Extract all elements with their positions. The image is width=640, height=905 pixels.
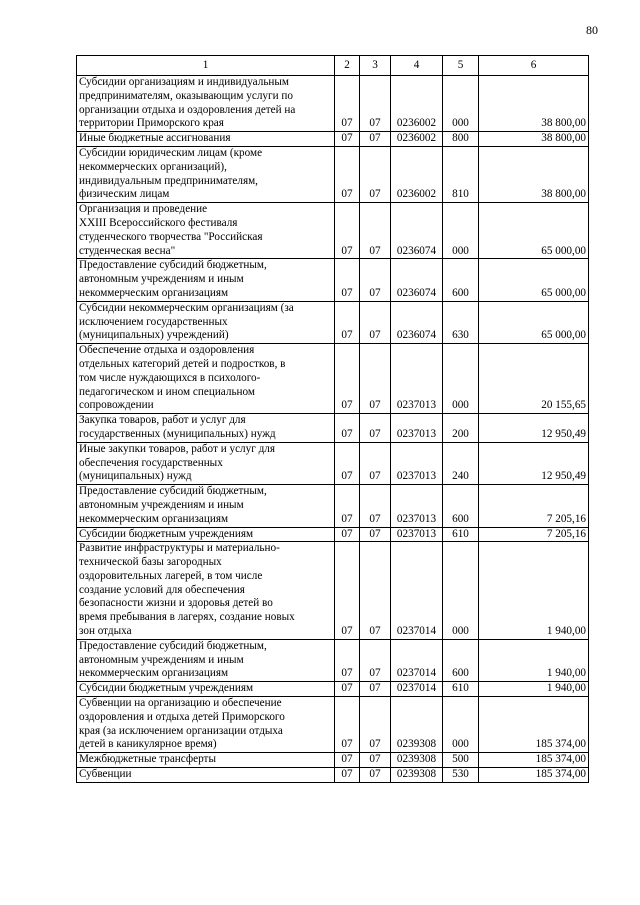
expense-type-cell: 000 <box>443 203 479 259</box>
description-line: Субсидии организациям и индивидуальным <box>79 76 290 88</box>
expense-type-cell: 600 <box>443 259 479 301</box>
description-line: некоммерческих организаций), <box>79 160 227 173</box>
amount-cell: 20 155,65 <box>479 344 589 414</box>
description-line: физическим лицам <box>79 188 170 201</box>
table-row <box>77 414 589 443</box>
table-row <box>77 203 589 259</box>
section-code-cell: 07 <box>335 132 360 147</box>
budget-table <box>76 55 589 783</box>
target-article-cell: 0237013 <box>391 527 443 542</box>
expense-type-cell: 800 <box>443 132 479 147</box>
amount-cell: 65 000,00 <box>479 301 589 343</box>
description-line: территории Приморского края <box>79 117 224 130</box>
table-row <box>77 527 589 542</box>
table-row <box>77 301 589 343</box>
expense-type-cell: 000 <box>443 697 479 753</box>
subsection-code-cell: 07 <box>360 132 391 147</box>
description-line: детей в каникулярное время) <box>79 738 217 751</box>
target-article-cell: 0239308 <box>391 768 443 783</box>
description-line: организации отдыха и оздоровления детей на <box>79 103 296 116</box>
header-cell-4: 4 <box>391 56 443 76</box>
description-cell <box>77 753 335 768</box>
description-line: автономным учреждениям и иным <box>79 653 244 666</box>
table-row <box>77 682 589 697</box>
description-line: Обеспечение отдыха и оздоровления <box>79 344 255 357</box>
description-line: Субвенции на организацию и обеспечение <box>79 697 282 710</box>
expense-type-cell: 810 <box>443 146 479 202</box>
description-line: (муниципальных) нужд <box>79 470 192 483</box>
description-line: Закупка товаров, работ и услуг для <box>79 414 246 427</box>
section-code-cell: 07 <box>335 76 360 132</box>
target-article-cell: 0237014 <box>391 682 443 697</box>
section-code-cell: 07 <box>335 542 360 640</box>
table-row <box>77 639 589 681</box>
description-line: Развитие инфраструктуры и материально- <box>79 542 280 555</box>
description-cell <box>77 485 335 527</box>
description-line: автономным учреждениям и иным <box>79 498 244 511</box>
description-line: Межбюджетные трансферты <box>79 753 216 766</box>
target-article-cell: 0236074 <box>391 301 443 343</box>
amount-cell: 7 205,16 <box>479 527 589 542</box>
description-line: Субсидии бюджетным учреждениям <box>79 682 254 695</box>
amount-cell: 185 374,00 <box>479 753 589 768</box>
target-article-cell: 0236002 <box>391 146 443 202</box>
table-row <box>77 485 589 527</box>
section-code-cell: 07 <box>335 203 360 259</box>
subsection-code-cell: 07 <box>360 768 391 783</box>
description-line: Предоставление субсидий бюджетным, <box>79 259 267 272</box>
target-article-cell: 0236002 <box>391 132 443 147</box>
description-line: Предоставление субсидий бюджетным, <box>79 639 267 652</box>
description-line: исключением государственных <box>79 315 228 328</box>
target-article-cell: 0237013 <box>391 485 443 527</box>
description-line: предпринимателям, оказывающим услуги по <box>79 89 293 102</box>
amount-cell: 7 205,16 <box>479 485 589 527</box>
section-code-cell: 07 <box>335 768 360 783</box>
section-code-cell: 07 <box>335 697 360 753</box>
description-line: края (за исключением организации отдыха <box>79 724 283 737</box>
subsection-code-cell: 07 <box>360 639 391 681</box>
amount-cell: 1 940,00 <box>479 682 589 697</box>
description-cell <box>77 146 335 202</box>
description-line: зон отдыха <box>79 625 132 638</box>
description-line: обеспечения государственных <box>79 456 223 469</box>
amount-cell: 65 000,00 <box>479 259 589 301</box>
header-row <box>77 56 589 76</box>
description-cell <box>77 301 335 343</box>
table-row <box>77 344 589 414</box>
subsection-code-cell: 07 <box>360 527 391 542</box>
section-code-cell: 07 <box>335 753 360 768</box>
table-row <box>77 753 589 768</box>
amount-cell: 65 000,00 <box>479 203 589 259</box>
header-cell-2: 2 <box>335 56 360 76</box>
subsection-code-cell: 07 <box>360 414 391 443</box>
subsection-code-cell: 07 <box>360 682 391 697</box>
expense-type-cell: 000 <box>443 76 479 132</box>
subsection-code-cell: 07 <box>360 301 391 343</box>
subsection-code-cell: 07 <box>360 753 391 768</box>
description-cell <box>77 414 335 443</box>
subsection-code-cell: 07 <box>360 442 391 484</box>
description-line: том числе нуждающихся в психолого- <box>79 371 261 384</box>
description-line: оздоровительных лагерей, в том числе <box>79 569 263 582</box>
table-row <box>77 146 589 202</box>
description-line: Организация и проведение <box>79 203 208 216</box>
subsection-code-cell: 07 <box>360 259 391 301</box>
subsection-code-cell: 07 <box>360 344 391 414</box>
description-line: оздоровления и отдыха детей Приморского <box>79 710 285 723</box>
expense-type-cell: 240 <box>443 442 479 484</box>
table-row <box>77 442 589 484</box>
header-cell-6: 6 <box>479 56 589 76</box>
section-code-cell: 07 <box>335 682 360 697</box>
description-cell <box>77 259 335 301</box>
section-code-cell: 07 <box>335 485 360 527</box>
amount-cell: 185 374,00 <box>479 768 589 783</box>
description-line: индивидуальным предпринимателям, <box>79 174 258 187</box>
description-line: технической базы загородных <box>79 556 222 569</box>
description-line: Предоставление субсидий бюджетным, <box>79 485 267 498</box>
description-line: некоммерческим организациям <box>79 512 229 525</box>
section-code-cell: 07 <box>335 414 360 443</box>
section-code-cell: 07 <box>335 301 360 343</box>
description-line: студенческая весна" <box>79 244 176 257</box>
expense-type-cell: 500 <box>443 753 479 768</box>
section-code-cell: 07 <box>335 344 360 414</box>
expense-type-cell: 530 <box>443 768 479 783</box>
table-row <box>77 768 589 783</box>
header-cell-5: 5 <box>443 56 479 76</box>
expense-type-cell: 600 <box>443 485 479 527</box>
description-line: автономным учреждениям и иным <box>79 273 244 286</box>
expense-type-cell: 000 <box>443 344 479 414</box>
header-cell-1: 1 <box>77 56 335 76</box>
section-code-cell: 07 <box>335 146 360 202</box>
table-row <box>77 259 589 301</box>
description-line: Иные закупки товаров, работ и услуг для <box>79 442 276 455</box>
expense-type-cell: 600 <box>443 639 479 681</box>
description-line: Субсидии бюджетным учреждениям <box>79 527 254 540</box>
description-line: XXIII Всероссийского фестиваля <box>79 216 238 229</box>
subsection-code-cell: 07 <box>360 146 391 202</box>
section-code-cell: 07 <box>335 442 360 484</box>
amount-cell: 38 800,00 <box>479 146 589 202</box>
description-cell <box>77 442 335 484</box>
amount-cell: 38 800,00 <box>479 132 589 147</box>
target-article-cell: 0236074 <box>391 203 443 259</box>
page-number: 80 <box>586 23 598 37</box>
table-body <box>77 56 589 783</box>
description-line: время пребывания в лагерях, создание новых <box>79 611 295 624</box>
description-line: безопасности жизни и здоровья детей во <box>79 597 273 610</box>
description-cell <box>77 527 335 542</box>
description-cell <box>77 132 335 147</box>
table-row <box>77 697 589 753</box>
description-line: Субсидии юридическим лицам (кроме <box>79 146 263 159</box>
description-line: (муниципальных) учреждений) <box>79 329 229 342</box>
expense-type-cell: 200 <box>443 414 479 443</box>
amount-cell: 1 940,00 <box>479 542 589 640</box>
description-cell <box>77 768 335 783</box>
amount-cell: 38 800,00 <box>479 76 589 132</box>
description-line: некоммерческим организациям <box>79 286 229 299</box>
target-article-cell: 0237013 <box>391 344 443 414</box>
description-line: отдельных категорий детей и подростков, в <box>79 357 286 370</box>
description-cell <box>77 542 335 640</box>
expense-type-cell: 610 <box>443 527 479 542</box>
target-article-cell: 0237013 <box>391 414 443 443</box>
description-cell <box>77 697 335 753</box>
expense-type-cell: 630 <box>443 301 479 343</box>
table-row <box>77 132 589 147</box>
description-line: сопровождении <box>79 399 154 412</box>
target-article-cell: 0237014 <box>391 639 443 681</box>
description-cell <box>77 639 335 681</box>
description-cell <box>77 203 335 259</box>
target-article-cell: 0237014 <box>391 542 443 640</box>
section-code-cell: 07 <box>335 639 360 681</box>
subsection-code-cell: 07 <box>360 542 391 640</box>
subsection-code-cell: 07 <box>360 485 391 527</box>
header-cell-3: 3 <box>360 56 391 76</box>
description-line: Субвенции <box>79 768 132 781</box>
description-line: педагогическом и ином специальном <box>79 385 256 398</box>
table-row <box>77 542 589 640</box>
section-code-cell: 07 <box>335 259 360 301</box>
target-article-cell: 0237013 <box>391 442 443 484</box>
target-article-cell: 0239308 <box>391 697 443 753</box>
description-cell <box>77 344 335 414</box>
description-line: Иные бюджетные ассигнования <box>79 132 231 145</box>
target-article-cell: 0236074 <box>391 259 443 301</box>
description-cell <box>77 76 335 132</box>
table-row <box>77 76 589 132</box>
target-article-cell: 0236002 <box>391 76 443 132</box>
description-line: Субсидии некоммерческим организациям (за <box>79 301 294 314</box>
amount-cell: 1 940,00 <box>479 639 589 681</box>
description-line: некоммерческим организациям <box>79 667 229 680</box>
description-line: создание условий для обеспечения <box>79 583 245 596</box>
expense-type-cell: 000 <box>443 542 479 640</box>
subsection-code-cell: 07 <box>360 203 391 259</box>
amount-cell: 185 374,00 <box>479 697 589 753</box>
amount-cell: 12 950,49 <box>479 442 589 484</box>
subsection-code-cell: 07 <box>360 697 391 753</box>
amount-cell: 12 950,49 <box>479 414 589 443</box>
description-line: государственных (муниципальных) нужд <box>79 427 276 440</box>
subsection-code-cell: 07 <box>360 76 391 132</box>
description-line: студенческого творчества "Российская <box>79 230 263 243</box>
target-article-cell: 0239308 <box>391 753 443 768</box>
expense-type-cell: 610 <box>443 682 479 697</box>
section-code-cell: 07 <box>335 527 360 542</box>
description-cell <box>77 682 335 697</box>
